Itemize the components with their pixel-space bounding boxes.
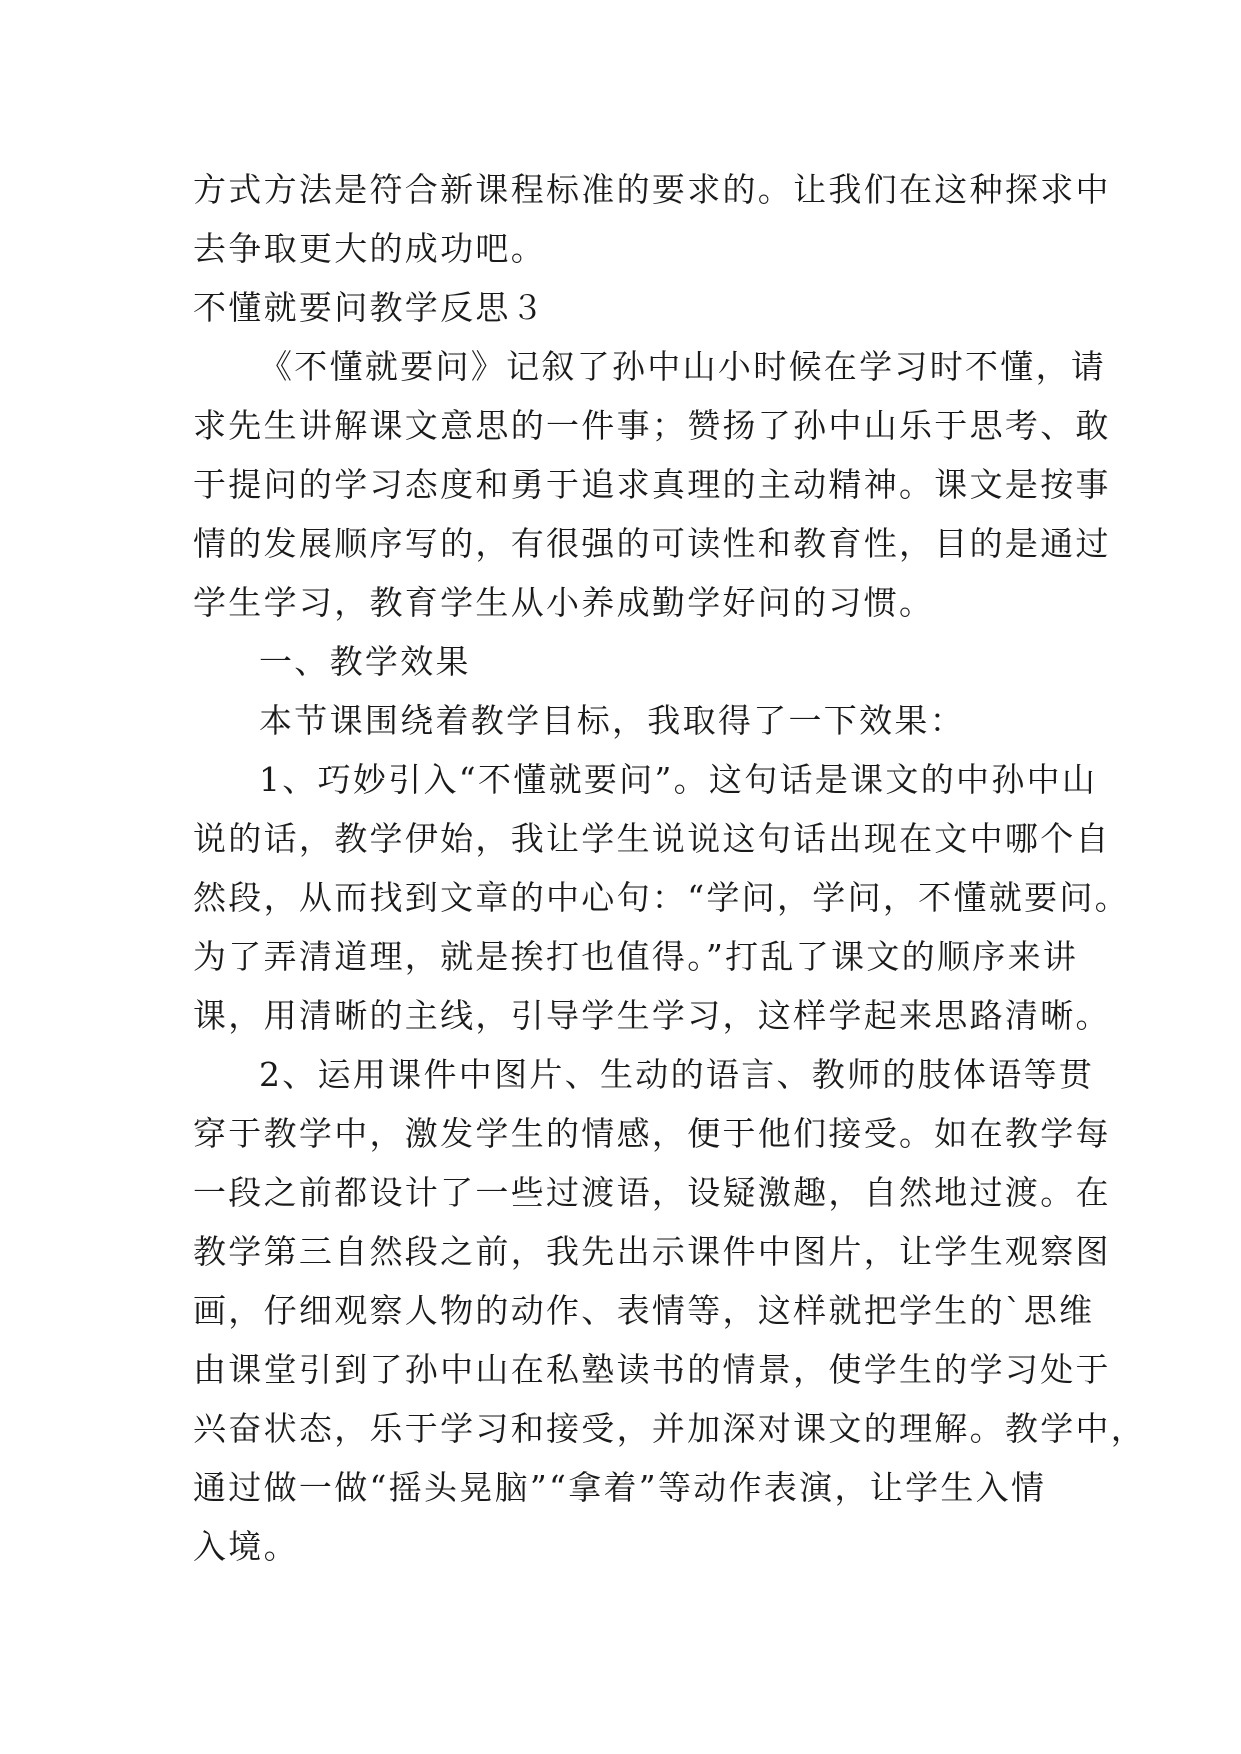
text-line: 教学第三自然段之前，我先出示课件中图片，让学生观察图: [193, 1232, 1111, 1271]
text-line: 于提问的学习态度和勇于追求真理的主动精神。课文是按事: [193, 465, 1111, 504]
text-line: 说的话，教学伊始，我让学生说说这句话出现在文中哪个自: [193, 819, 1111, 858]
text-line: 1、巧妙引入“不懂就要问”。这句话是课文的中孙中山: [259, 760, 1098, 799]
section-heading: 不懂就要问教学反思３: [193, 288, 546, 327]
text-line: 穿于教学中，激发学生的情感，便于他们接受。如在教学每: [193, 1114, 1111, 1153]
text-line: 情的发展顺序写的，有很强的可读性和教育性，目的是通过: [193, 524, 1111, 563]
text-line: 《不懂就要问》记叙了孙中山小时候在学习时不懂，请: [259, 347, 1107, 386]
text-line: 一段之前都设计了一些过渡语，设疑激趣，自然地过渡。在: [193, 1173, 1111, 1212]
text-line: 通过做一做“摇头晃脑”“拿着”等动作表演，让学生入情: [193, 1468, 1047, 1507]
text-line: 学生学习，教育学生从小养成勤学好问的习惯。: [193, 583, 935, 622]
text-line: 本节课围绕着教学目标，我取得了一下效果：: [259, 701, 965, 740]
document-body: [193, 160, 1147, 1576]
subsection-heading: 一、教学效果: [259, 642, 471, 681]
text-line: 去争取更大的成功吧。: [193, 229, 546, 268]
text-line: 求先生讲解课文意思的一件事；赞扬了孙中山乐于思考、敢: [193, 406, 1111, 445]
text-line: 画，仔细观察人物的动作、表情等，这样就把学生的`思维: [193, 1291, 1095, 1330]
text-line: 课，用清晰的主线，引导学生学习，这样学起来思路清晰。: [193, 996, 1111, 1035]
text-line: 为了弄清道理，就是挨打也值得。”打乱了课文的顺序来讲: [193, 937, 1079, 976]
text-line: 2、运用课件中图片、生动的语言、教师的肢体语等贯: [259, 1055, 1095, 1094]
text-line: 入境。: [193, 1527, 299, 1566]
text-line: 兴奋状态，乐于学习和接受，并加深对课文的理解。教学中，: [193, 1409, 1147, 1448]
text-line: 方式方法是符合新课程标准的要求的。让我们在这种探求中: [193, 170, 1111, 209]
text-line: 然段，从而找到文章的中心句：“学问，学问，不懂就要问。: [193, 878, 1130, 917]
text-line: 由课堂引到了孙中山在私塾读书的情景，使学生的学习处于: [193, 1350, 1111, 1389]
